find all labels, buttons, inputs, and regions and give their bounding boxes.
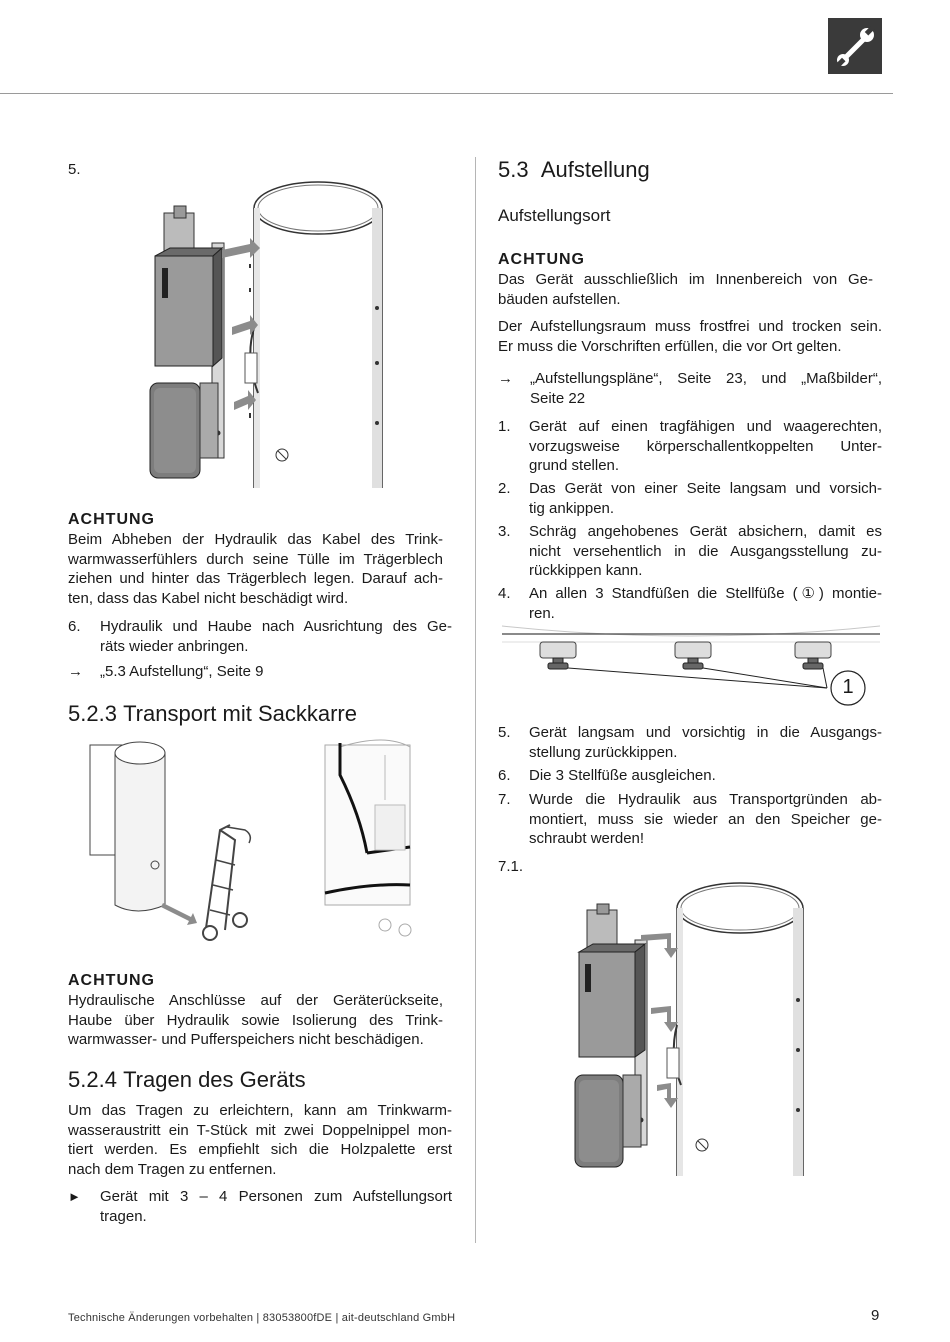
- arrow-right-icon: →: [68, 663, 83, 680]
- step-number: 4.: [498, 585, 511, 602]
- reference-text: „Aufstellungspläne“, Seite 23, und „Maßbilder“,: [530, 370, 882, 387]
- list-item-step-7: [498, 790, 882, 850]
- text-line: Der Aufstellungsraum muss frostfrei und trocken sein.: [498, 318, 882, 335]
- step-number: 6.: [68, 618, 81, 635]
- achtung-text: [498, 270, 873, 309]
- callout-number: 1: [842, 676, 854, 698]
- text-line: Die 3 Stellfüße ausgleichen.: [529, 767, 716, 784]
- text-line: Um das Tragen zu erleichtern, kann am Trinkwarm-: [68, 1102, 452, 1119]
- list-item-step-3: [498, 522, 882, 582]
- text-line: Das Gerät von einer Seite langsam und vorsich-: [529, 480, 882, 497]
- section-number: 5.2.4: [68, 1067, 117, 1092]
- text-line: grund stellen.: [529, 457, 620, 474]
- section-number: 5.3: [498, 157, 529, 182]
- page-number: 9: [871, 1307, 880, 1324]
- reference-text: „5.3 Aufstellung“, Seite 9: [100, 663, 264, 680]
- list-item-step-6: [498, 766, 882, 786]
- arrow-right-icon: →: [498, 370, 513, 387]
- text-line: schraubt werden!: [529, 830, 645, 847]
- achtung-text: [68, 530, 443, 608]
- text-line: tiert werden. Es empfiehlt sich die Holzpalette erst: [68, 1141, 452, 1158]
- text-line: An allen 3 Standfüßen die Stellfüße (①) montie-: [529, 585, 882, 602]
- text-line: Hydraulik und Haube nach Ausrichtung des Ge-: [100, 618, 452, 635]
- tragen-paragraph: [68, 1101, 452, 1179]
- list-item-step-5: [498, 723, 882, 763]
- wrench-icon: [828, 18, 882, 74]
- text-line: ziehen und hinter das Trägerblech legen. Darauf ach-: [68, 570, 443, 587]
- figure-adjustable-feet: [500, 622, 883, 707]
- step-number: 2.: [498, 480, 511, 497]
- step-number: 5.: [498, 724, 511, 741]
- figure-hydraulics-removal: [150, 178, 395, 493]
- text-line: Das Gerät ausschließlich im Innenbereich von Ge-: [498, 271, 873, 288]
- text-line: Beim Abheben der Hydraulik das Kabel des Trink-: [68, 531, 443, 548]
- text-line: nicht versehentlich in die Ausgangsstellung zu-: [529, 542, 882, 560]
- section-title: Tragen des Geräts: [123, 1067, 306, 1092]
- text-line: montiert, muss sie wieder an den Speicher ge-: [529, 810, 882, 828]
- achtung-heading: ACHTUNG: [68, 511, 155, 528]
- room-paragraph: [498, 317, 882, 356]
- list-item-step-4: [498, 584, 882, 624]
- text-line: Gerät langsam und vorsichtig in die Ausgangs-: [529, 724, 882, 741]
- reference-text: Seite 22: [530, 389, 586, 407]
- step-number: 7.: [498, 791, 511, 808]
- step-7-1-label: 7.1.: [498, 858, 524, 875]
- text-line: Er muss die Vorschriften erfüllen, die vor Ort gelten.: [498, 337, 842, 355]
- text-line: tig ankippen.: [529, 499, 615, 517]
- text-line: wasseraustritt ein T-Stück mit zwei Doppelnippel mon-: [68, 1121, 452, 1139]
- bullet-marker-icon: ►: [68, 1189, 81, 1204]
- section-heading-5-2-3: [68, 701, 357, 727]
- section-title: Aufstellung: [540, 157, 650, 182]
- text-line: ren.: [529, 604, 555, 622]
- footer-text: Technische Änderungen vorbehalten | 83053800fDE | ait-deutschland GmbH: [68, 1312, 456, 1324]
- text-line: Haube über Hydraulik sowie Isolierung des Trink-: [68, 1011, 443, 1029]
- text-line: Hydraulische Anschlüsse auf der Geräterückseite,: [68, 992, 443, 1009]
- text-line: ten, dass das Kabel nicht beschädigt wird.: [68, 589, 349, 607]
- subheading: Aufstellungsort: [498, 206, 611, 225]
- text-line: Schräg angehobenes Gerät absichern, damit es: [529, 523, 882, 540]
- achtung-heading: ACHTUNG: [498, 251, 585, 268]
- figure-hydraulics-reattach: [575, 880, 810, 1180]
- header-rule: [0, 93, 893, 94]
- text-line: Gerät auf einen tragfähigen und waagerechten,: [529, 418, 882, 435]
- list-item-step-2: [498, 479, 882, 519]
- achtung-text: [68, 991, 443, 1050]
- step-number: 1.: [498, 418, 511, 435]
- text-line: nach dem Tragen zu entfernen.: [68, 1160, 277, 1178]
- text-line: tragen.: [100, 1207, 147, 1225]
- step-number: 3.: [498, 523, 511, 540]
- section-heading-5-3: [498, 157, 650, 183]
- step-5-label: 5.: [68, 161, 81, 178]
- text-line: stellung zurückkippen.: [529, 743, 678, 761]
- bullet-item: [68, 1187, 452, 1227]
- cross-reference: [498, 369, 882, 409]
- text-line: warmwasser- und Pufferspeichers nicht beschädigen.: [68, 1031, 424, 1048]
- column-divider: [475, 157, 476, 1243]
- list-item-step-6: [68, 617, 452, 657]
- text-line: warmwasserfühlers durch seine Tülle im Trägerblech: [68, 550, 443, 568]
- section-title: Transport mit Sackkarre: [123, 701, 357, 726]
- section-heading-5-2-4: [68, 1067, 306, 1093]
- text-line: Gerät mit 3 – 4 Personen zum Aufstellungsort: [100, 1188, 452, 1205]
- achtung-heading: ACHTUNG: [68, 972, 155, 989]
- text-line: Wurde die Hydraulik aus Transportgründen ab-: [529, 791, 882, 808]
- figure-hand-truck: [85, 735, 425, 945]
- step-number: 6.: [498, 767, 511, 784]
- text-line: räts wieder anbringen.: [100, 637, 249, 655]
- list-item-step-1: [498, 417, 882, 477]
- text-line: bäuden aufstellen.: [498, 290, 621, 308]
- section-number: 5.2.3: [68, 701, 117, 726]
- text-line: vorzugsweise körperschallentkoppelten Unter-: [529, 437, 882, 455]
- text-line: rückkippen kann.: [529, 562, 643, 579]
